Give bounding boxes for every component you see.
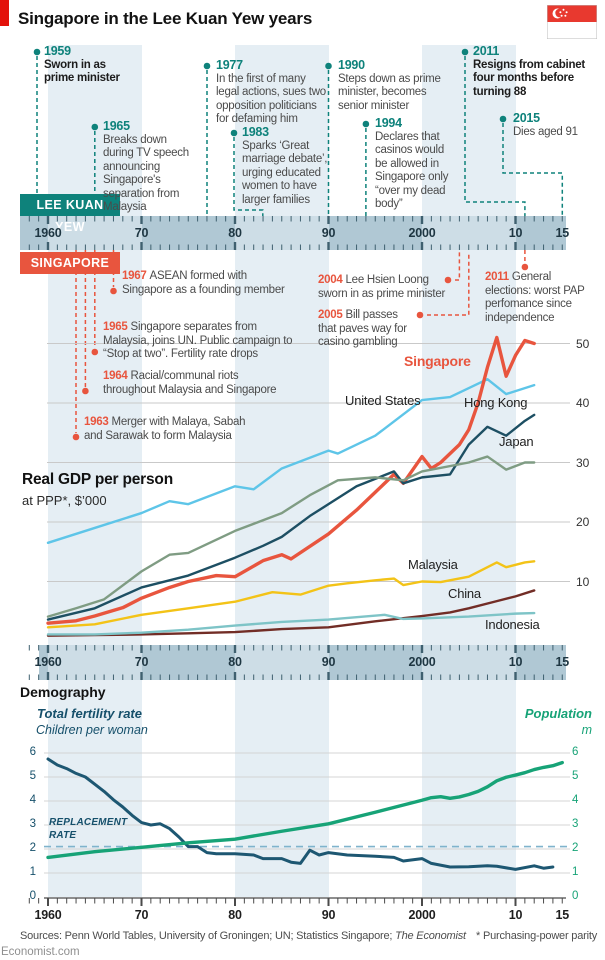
event-text-line: sworn in as prime minister bbox=[318, 287, 446, 300]
event-text-line: separation from bbox=[103, 187, 180, 200]
gdp-chart-subtitle: at PPP*, $’000 bbox=[22, 493, 107, 508]
fertility-axis-title: Total fertility rate bbox=[37, 706, 142, 721]
axis-year-label: 70 bbox=[134, 226, 149, 240]
gdp-ytick-label: 10 bbox=[576, 574, 590, 589]
event-year: 1965 bbox=[103, 119, 130, 133]
axis-year-label: 10 bbox=[508, 226, 523, 240]
event-year: 1967 bbox=[122, 270, 150, 282]
axis-strip-segment bbox=[142, 216, 236, 250]
lky-event-dot bbox=[363, 121, 370, 128]
event-text-line: marriage debate’, bbox=[242, 153, 328, 165]
lky-event-1990 bbox=[338, 59, 441, 113]
lky-event-2015 bbox=[513, 112, 578, 139]
demo-left-tick-label: 6 bbox=[29, 746, 36, 758]
event-year: 1964 bbox=[103, 370, 131, 382]
event-text-line: that paves way for bbox=[318, 322, 407, 335]
gdp-series-label-malaysia: Malaysia bbox=[408, 557, 458, 572]
gdp-chart-title: Real GDP per person bbox=[22, 471, 173, 488]
demo-left-tick-label: 4 bbox=[29, 794, 36, 806]
axis-year-label: 80 bbox=[228, 226, 242, 240]
sg-event-2005 bbox=[318, 309, 407, 350]
population-axis-title: Population bbox=[524, 706, 592, 721]
event-text-line: minister, becomes bbox=[338, 86, 427, 98]
event-text-line: 1964 Racial/communal riots bbox=[103, 370, 239, 382]
lee-kuan-yew-timeline-label: LEE KUAN YEW bbox=[20, 194, 120, 216]
event-text-line: during TV speech bbox=[103, 147, 189, 159]
demo-axis-year-label: 70 bbox=[134, 908, 149, 922]
event-text-line: Malaysia bbox=[103, 201, 147, 213]
lky-event-1994 bbox=[375, 117, 448, 212]
fertility-axis-subtitle: Children per woman bbox=[36, 723, 148, 737]
axis-year-label: 15 bbox=[555, 655, 570, 669]
demography-section-title: Demography bbox=[20, 684, 106, 700]
event-text-line: announcing bbox=[103, 160, 160, 173]
sources-text: Sources: Penn World Tables, University of Groningen; UN; Statistics Singapore; bbox=[20, 930, 396, 942]
event-text-line: be allowed in bbox=[375, 157, 439, 170]
replacement-rate-label-line2: RATE bbox=[49, 830, 77, 841]
axis-strip-segment bbox=[235, 645, 329, 680]
axis-strip-segment bbox=[48, 645, 142, 680]
event-text-line: elections: worst PAP bbox=[485, 284, 585, 297]
lky-event-1983 bbox=[242, 126, 327, 207]
event-text-line: for defaming him bbox=[216, 113, 298, 125]
event-text-line: casino gambling bbox=[318, 336, 398, 348]
event-year: 2011 bbox=[473, 44, 500, 58]
event-year: 1959 bbox=[44, 44, 71, 58]
event-text-line: Breaks down bbox=[103, 133, 167, 146]
singapore-flag-icon bbox=[547, 5, 597, 39]
event-year: 2005 bbox=[318, 309, 346, 321]
demo-axis-year-label: 1960 bbox=[34, 908, 62, 922]
axis-strip-segment bbox=[142, 645, 236, 680]
event-text-line: Malaysia, joins UN. Public campaign to bbox=[103, 334, 293, 347]
axis-year-label: 1960 bbox=[34, 655, 62, 669]
axis-year-label: 15 bbox=[555, 226, 570, 240]
event-text-line: body” bbox=[375, 198, 403, 210]
event-text-line: casinos would bbox=[375, 144, 444, 156]
event-year: 2015 bbox=[513, 111, 540, 125]
axis-year-label: 2000 bbox=[408, 226, 436, 240]
event-text-line: throughout Malaysia and Singapore bbox=[103, 383, 277, 396]
event-year: 1994 bbox=[375, 116, 402, 130]
gdp-series-label-japan: Japan bbox=[499, 434, 534, 449]
event-text-line: In the first of many bbox=[216, 72, 306, 85]
demo-right-tick-label: 3 bbox=[572, 818, 579, 830]
gdp-ytick-label: 20 bbox=[576, 515, 590, 529]
ppp-footnote: * Purchasing-power parity bbox=[476, 930, 597, 942]
event-text-line: 2004 Lee Hsien Loong bbox=[318, 274, 429, 286]
lky-event-2011 bbox=[473, 45, 585, 99]
demo-left-tick-label: 1 bbox=[29, 866, 36, 878]
event-text-line: Singapore only bbox=[375, 171, 449, 183]
gdp-series-label-indonesia: Indonesia bbox=[485, 617, 540, 632]
event-text-line: 1967 ASEAN formed with bbox=[122, 270, 247, 282]
page-title: Singapore in the Lee Kuan Yew years bbox=[18, 9, 313, 28]
lky-event-dot bbox=[34, 49, 41, 56]
event-year: 2011 bbox=[485, 271, 512, 283]
event-text-line: Sworn in as bbox=[44, 58, 106, 71]
event-text-line: Steps down as prime bbox=[338, 72, 441, 85]
event-year: 1977 bbox=[216, 58, 243, 72]
sg-event-1964 bbox=[103, 370, 276, 397]
demo-right-tick-label: 5 bbox=[572, 770, 579, 782]
singapore-timeline-label: SINGAPORE bbox=[20, 252, 120, 274]
axis-year-label: 90 bbox=[321, 226, 336, 240]
axis-year-label: 10 bbox=[508, 655, 523, 669]
event-text-line: 1965 Singapore separates from bbox=[103, 321, 257, 333]
demo-left-tick-label: 0 bbox=[29, 890, 36, 902]
demo-axis-year-label: 80 bbox=[228, 908, 242, 922]
axis-year-label: 70 bbox=[134, 655, 149, 669]
demo-axis-year-label: 10 bbox=[508, 908, 523, 922]
lky-event-1959 bbox=[44, 45, 120, 86]
demo-right-tick-label: 6 bbox=[572, 746, 579, 758]
event-year: 2004 bbox=[318, 274, 346, 286]
sg-event-2011 bbox=[485, 271, 585, 325]
sg-event-2004 bbox=[318, 274, 445, 301]
event-text-line: Sparks ‘Great bbox=[242, 139, 310, 152]
event-text-line: women to have bbox=[242, 180, 317, 192]
event-text-line: “Stop at two”. Fertility rate drops bbox=[103, 348, 258, 360]
event-year: 1965 bbox=[103, 321, 131, 333]
demo-right-tick-label: 0 bbox=[572, 890, 579, 902]
demo-left-tick-label: 2 bbox=[29, 842, 36, 854]
sg-event-1965 bbox=[103, 321, 292, 362]
sg-event-1967 bbox=[122, 270, 285, 297]
population-axis-unit: m bbox=[581, 723, 592, 737]
sg-event-1963 bbox=[84, 416, 245, 443]
event-year: 1983 bbox=[242, 125, 269, 139]
event-text-line: urging educated bbox=[242, 166, 321, 179]
sg-event-dot bbox=[522, 264, 529, 271]
sources-italic: The Economist bbox=[395, 930, 466, 942]
gdp-ytick-label: 30 bbox=[576, 455, 590, 470]
axis-strip-segment bbox=[235, 216, 329, 250]
gdp-series-label-united-states: United States bbox=[345, 393, 421, 408]
demo-left-tick-label: 3 bbox=[29, 818, 36, 830]
event-text-line: 2005 Bill passes bbox=[318, 309, 398, 321]
sources-line bbox=[20, 930, 466, 942]
economist-site-label: Economist.com bbox=[1, 946, 80, 958]
lky-event-dot bbox=[204, 63, 211, 70]
demo-axis-year-label: 90 bbox=[321, 908, 336, 922]
lky-event-1965 bbox=[103, 120, 189, 215]
axis-year-label: 80 bbox=[228, 655, 242, 669]
event-year: 1963 bbox=[84, 416, 112, 428]
event-text-line: 1963 Merger with Malaya, Sabah bbox=[84, 416, 246, 428]
event-text-line: and Sarawak to form Malaysia bbox=[84, 429, 232, 442]
event-text-line: Dies aged 91 bbox=[513, 125, 578, 138]
gdp-ytick-label: 50 bbox=[576, 336, 590, 351]
event-text-line: four months before bbox=[473, 72, 574, 84]
axis-strip-segment bbox=[422, 216, 516, 250]
event-text-line: Resigns from cabinet bbox=[473, 58, 585, 71]
event-text-line: “over my dead bbox=[375, 184, 446, 197]
event-text-line: Singapore's bbox=[103, 174, 161, 186]
gdp-ytick-label: 40 bbox=[576, 396, 590, 410]
axis-year-label: 1960 bbox=[34, 226, 62, 240]
economist-red-tab bbox=[0, 0, 9, 26]
demo-axis-year-label: 2000 bbox=[408, 908, 436, 922]
event-text-line: perfomance since bbox=[485, 298, 572, 310]
event-year: 1990 bbox=[338, 58, 365, 72]
axis-strip-segment bbox=[422, 645, 516, 680]
event-text-line: Singapore as a founding member bbox=[122, 283, 285, 296]
event-text-line: prime minister bbox=[44, 72, 120, 84]
event-text-line: turning 88 bbox=[473, 85, 527, 98]
gdp-series-label-hong-kong: Hong Kong bbox=[464, 395, 528, 410]
gdp-series-label-china: China bbox=[448, 586, 481, 601]
axis-year-label: 90 bbox=[321, 655, 336, 669]
event-text-line: 2011 General bbox=[485, 271, 552, 283]
gdp-series-label-singapore: Singapore bbox=[404, 353, 471, 369]
replacement-rate-label-line1: REPLACEMENT bbox=[49, 817, 128, 828]
event-text-line: larger families bbox=[242, 193, 310, 206]
event-text-line: independence bbox=[485, 311, 555, 324]
demo-axis-year-label: 15 bbox=[555, 908, 570, 922]
event-text-line: senior minister bbox=[338, 99, 410, 112]
demo-right-tick-label: 2 bbox=[572, 842, 579, 854]
lky-event-1977 bbox=[216, 59, 326, 127]
demo-right-tick-label: 4 bbox=[572, 794, 579, 806]
event-text-line: Declares that bbox=[375, 130, 440, 143]
demo-left-tick-label: 5 bbox=[29, 770, 36, 782]
event-text-line: legal actions, sues two bbox=[216, 86, 326, 98]
event-text-line: opposition politicians bbox=[216, 99, 317, 112]
axis-year-label: 2000 bbox=[408, 655, 436, 669]
demo-right-tick-label: 1 bbox=[572, 866, 579, 878]
